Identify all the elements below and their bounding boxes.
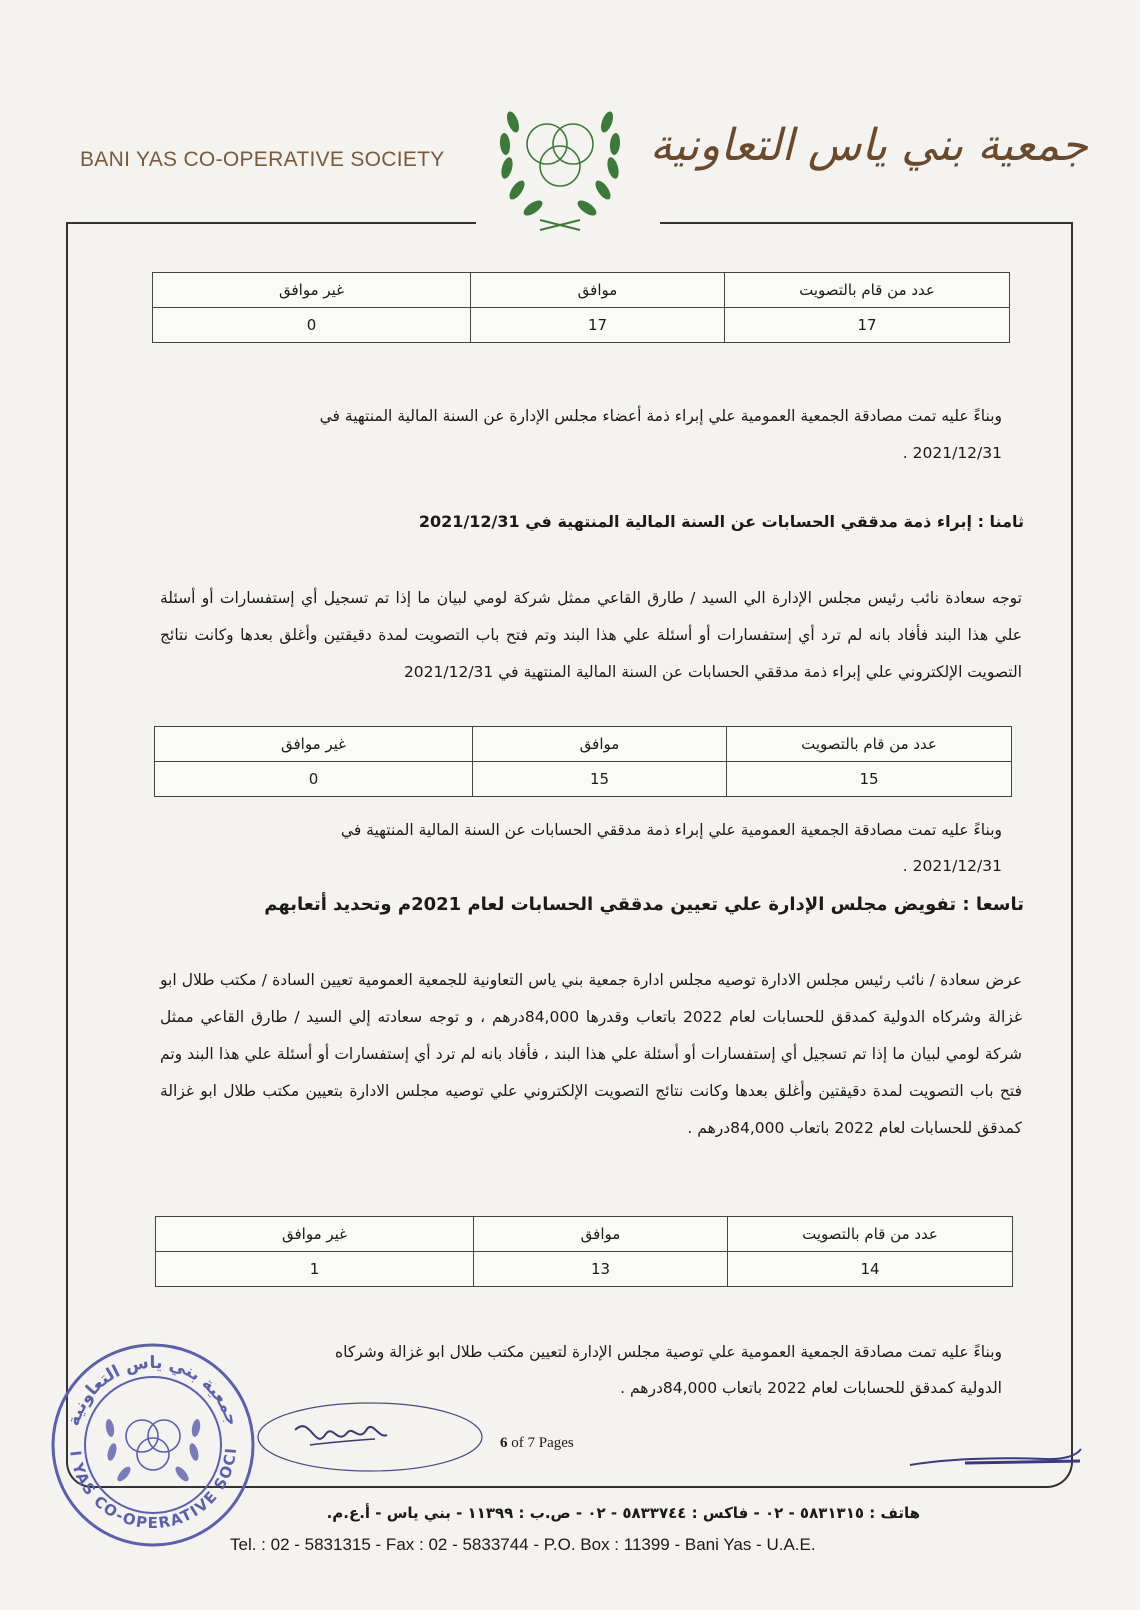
footer-contact-en: Tel. : 02 - 5831315 - Fax : 02 - 5833744 - P.O. Box : 11399 - Bani Yas - U.A.E.: [230, 1535, 816, 1554]
header-reject: غير موافق: [156, 1217, 474, 1252]
page-number: [500, 1435, 574, 1452]
vote-table-1: [152, 272, 1010, 343]
paragraph-1-line1: وبناءً عليه تمت مصادقة الجمعية العمومية علي إبراء ذمة أعضاء مجلس الإدارة عن السنة المالية المنتهية في: [319, 407, 1002, 425]
footer-contact-ar: هاتف : ٥٨٣١٣١٥ - ٠٢ - فاكس : ٥٨٣٣٧٤٤ - ٠٢ - ص.ب : ١١٣٩٩ - بني ياس - أ.ع.م.: [326, 1504, 920, 1522]
header-reject: غير موافق: [153, 273, 471, 308]
signature-line-icon: [905, 1443, 1085, 1473]
heading-ninth: تاسعا : تفويض مجلس الإدارة علي تعيين مدققي الحسابات لعام 2021م وتحديد أتعابهم: [264, 894, 1024, 915]
laurel-logo-icon: [485, 92, 635, 242]
paragraph-4: عرض سعادة / نائب رئيس مجلس الادارة توصيه مجلس ادارة جمعية بني ياس التعاونية للجمعية العمومية تعيين السادة / مكتب طلال ابو غزالة وشركاه الدولية كمدقق للحسابات لعام 2022 باتعاب وقدرها 84,000درهم ، و توجه سعادته إلي السيد / طارق القاعي ممثل شركة لومي لبيان ما إذا تم تسجيل أي إستفسارات أو أسئلة علي هذا البند ، فأفاد بانه لم ترد أي إستفسارات أو أسئلة علي هذا البند وتم فتح باب التصويت لمدة دقيقتين وأغلق بعدها وكانت نتائج التصويت الإلكتروني علي توصيه مجلس الادارة بتعيين مكتب طلال ابو غزالة كمدقق للحسابات لعام 2022 باتعاب 84,000درهم .: [160, 971, 1022, 1137]
org-name-en: BANI YAS CO-OPERATIVE SOCIETY: [80, 148, 445, 171]
vote-table-3: [155, 1216, 1013, 1287]
header-approve: موافق: [474, 1217, 728, 1252]
cell-approve: 15: [473, 762, 727, 797]
cell-voted: 15: [727, 762, 1012, 797]
svg-text:BANI YAS CO-OPERATIVE SOCIETY: I YAS CO-OPERATIVE SOCI: [66, 1446, 241, 1533]
cell-voted: 14: [728, 1252, 1013, 1287]
header-approve: موافق: [473, 727, 727, 762]
header-voted: عدد من قام بالتصويت: [728, 1217, 1013, 1252]
cell-approve: 17: [471, 308, 725, 343]
org-name-ar: جمعية بني ياس التعاونية: [649, 120, 1088, 171]
cell-reject: 0: [155, 762, 473, 797]
header-voted: عدد من قام بالتصويت: [725, 273, 1010, 308]
header-reject: غير موافق: [155, 727, 473, 762]
svg-text:جمعية بني ياس التعاونية: جمعية بني ياس التعاونية: [63, 1352, 243, 1429]
signature-icon: [255, 1395, 485, 1475]
paragraph-3-line1: وبناءً عليه تمت مصادقة الجمعية العمومية علي إبراء ذمة مدققي الحسابات عن السنة المالية المنتهية في: [340, 821, 1002, 839]
page-total-label: of 7 Pages: [511, 1435, 574, 1451]
cell-reject: 0: [153, 308, 471, 343]
heading-eighth: ثامنا : إبراء ذمة مدققي الحسابات عن السنة المالية المنتهية في 2021/12/31: [418, 512, 1024, 531]
cell-reject: 1: [156, 1252, 474, 1287]
page-current: 6: [500, 1435, 508, 1451]
cell-voted: 17: [725, 308, 1010, 343]
paragraph-3-line2: 2021/12/31 .: [902, 857, 1002, 875]
cell-approve: 13: [474, 1252, 728, 1287]
vote-table-2: [154, 726, 1012, 797]
header-approve: موافق: [471, 273, 725, 308]
header-voted: عدد من قام بالتصويت: [727, 727, 1012, 762]
paragraph-2: توجه سعادة نائب رئيس مجلس الإدارة الي السيد / طارق القاعي ممثل شركة لومي لبيان ما إذا تم تسجيل أي إستفسارات أو أسئلة علي هذا البند فأفاد بانه لم ترد أي إستفسارات أو أسئلة علي هذا البند وتم فتح باب التصويت لمدة دقيقتين وأغلق بعدها وكانت نتائج التصويت الإلكتروني علي إبراء ذمة مدققي الحسابات عن السنة المالية المنتهية في 2021/12/31: [160, 589, 1022, 681]
paragraph-1-line2: 2021/12/31 .: [902, 444, 1002, 462]
paragraph-5-line1: وبناءً عليه تمت مصادقة الجمعية العمومية علي توصية مجلس الإدارة لتعيين مكتب طلال ابو غزالة وشركاه: [334, 1343, 1002, 1361]
paragraph-5-line2: الدولية كمدقق للحسابات لعام 2022 باتعاب 84,000درهم .: [620, 1379, 1002, 1397]
